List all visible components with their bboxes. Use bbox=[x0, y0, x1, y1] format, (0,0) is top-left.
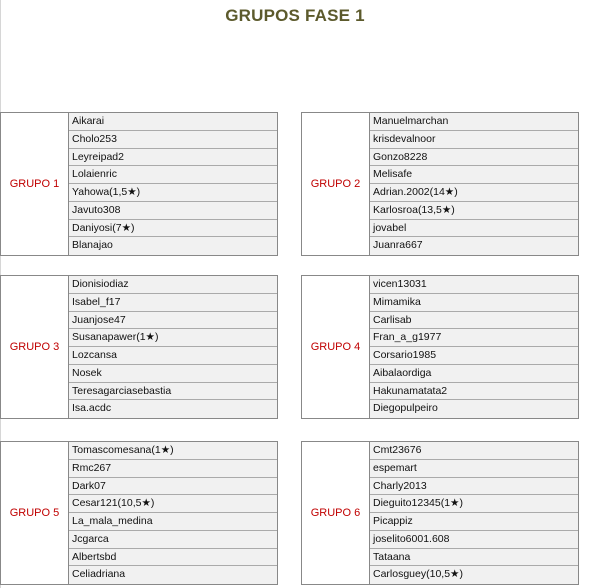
member-cell: Carlisab bbox=[370, 312, 578, 330]
member-list bbox=[369, 276, 578, 418]
member-cell: Nosek bbox=[69, 365, 277, 383]
member-cell: Tataana bbox=[370, 549, 578, 567]
member-cell: Picappiz bbox=[370, 513, 578, 531]
member-cell: Teresagarciasebastia bbox=[69, 383, 277, 401]
group-box bbox=[0, 112, 278, 256]
member-list bbox=[369, 113, 578, 255]
group-box bbox=[301, 441, 579, 585]
member-cell: Blanajao bbox=[69, 237, 277, 255]
member-cell: Fran_a_g1977 bbox=[370, 329, 578, 347]
member-cell: Karlosroa(13,5★) bbox=[370, 202, 578, 220]
member-cell: Aikarai bbox=[69, 113, 277, 131]
member-cell: Juanjose47 bbox=[69, 312, 277, 330]
member-cell: La_mala_medina bbox=[69, 513, 277, 531]
member-cell: Cmt23676 bbox=[370, 442, 578, 460]
member-cell: Carlosguey(10,5★) bbox=[370, 566, 578, 584]
member-list bbox=[369, 442, 578, 584]
member-cell: Corsario1985 bbox=[370, 347, 578, 365]
member-cell: Susanapawer(1★) bbox=[69, 329, 277, 347]
group-label: GRUPO 2 bbox=[310, 178, 361, 190]
member-cell: Celiadriana bbox=[69, 566, 277, 584]
member-cell: espemart bbox=[370, 460, 578, 478]
group-box bbox=[0, 441, 278, 585]
member-cell: Albertsbd bbox=[69, 549, 277, 567]
member-cell: Lozcansa bbox=[69, 347, 277, 365]
member-cell: Yahowa(1,5★) bbox=[69, 184, 277, 202]
member-cell: Charly2013 bbox=[370, 478, 578, 496]
group-box bbox=[301, 275, 579, 419]
group-label: GRUPO 5 bbox=[9, 507, 60, 519]
page-title: GRUPOS FASE 1 bbox=[225, 6, 365, 25]
member-cell: Mimamika bbox=[370, 294, 578, 312]
member-cell: Jcgarca bbox=[69, 531, 277, 549]
member-cell: vicen13031 bbox=[370, 276, 578, 294]
member-cell: jovabel bbox=[370, 220, 578, 238]
member-cell: Gonzo8228 bbox=[370, 149, 578, 167]
group-label: GRUPO 6 bbox=[310, 507, 361, 519]
member-cell: Isabel_f17 bbox=[69, 294, 277, 312]
member-cell: Javuto308 bbox=[69, 202, 277, 220]
member-cell: Melisafe bbox=[370, 166, 578, 184]
member-list bbox=[68, 442, 277, 584]
member-cell: Juanra667 bbox=[370, 237, 578, 255]
member-cell: Leyreipad2 bbox=[69, 149, 277, 167]
member-cell: Tomascomesana(1★) bbox=[69, 442, 277, 460]
group-box bbox=[0, 275, 278, 419]
member-cell: Isa.acdc bbox=[69, 400, 277, 418]
member-cell: Aibalaordiga bbox=[370, 365, 578, 383]
member-cell: joselito6001.608 bbox=[370, 531, 578, 549]
member-cell: Dionisiodiaz bbox=[69, 276, 277, 294]
member-cell: Diegopulpeiro bbox=[370, 400, 578, 418]
member-cell: Lolaienric bbox=[69, 166, 277, 184]
member-cell: Adrian.2002(14★) bbox=[370, 184, 578, 202]
member-cell: Hakunamatata2 bbox=[370, 383, 578, 401]
group-box bbox=[301, 112, 579, 256]
member-cell: Daniyosi(7★) bbox=[69, 220, 277, 238]
member-cell: Rmc267 bbox=[69, 460, 277, 478]
member-cell: Dieguito12345(1★) bbox=[370, 495, 578, 513]
group-label: GRUPO 4 bbox=[310, 341, 361, 353]
member-cell: Manuelmarchan bbox=[370, 113, 578, 131]
member-cell: Cesar121(10,5★) bbox=[69, 495, 277, 513]
member-cell: Dark07 bbox=[69, 478, 277, 496]
member-cell: krisdevalnoor bbox=[370, 131, 578, 149]
member-list bbox=[68, 276, 277, 418]
group-label: GRUPO 1 bbox=[9, 178, 60, 190]
member-cell: Cholo253 bbox=[69, 131, 277, 149]
group-label: GRUPO 3 bbox=[9, 341, 60, 353]
member-list bbox=[68, 113, 277, 255]
